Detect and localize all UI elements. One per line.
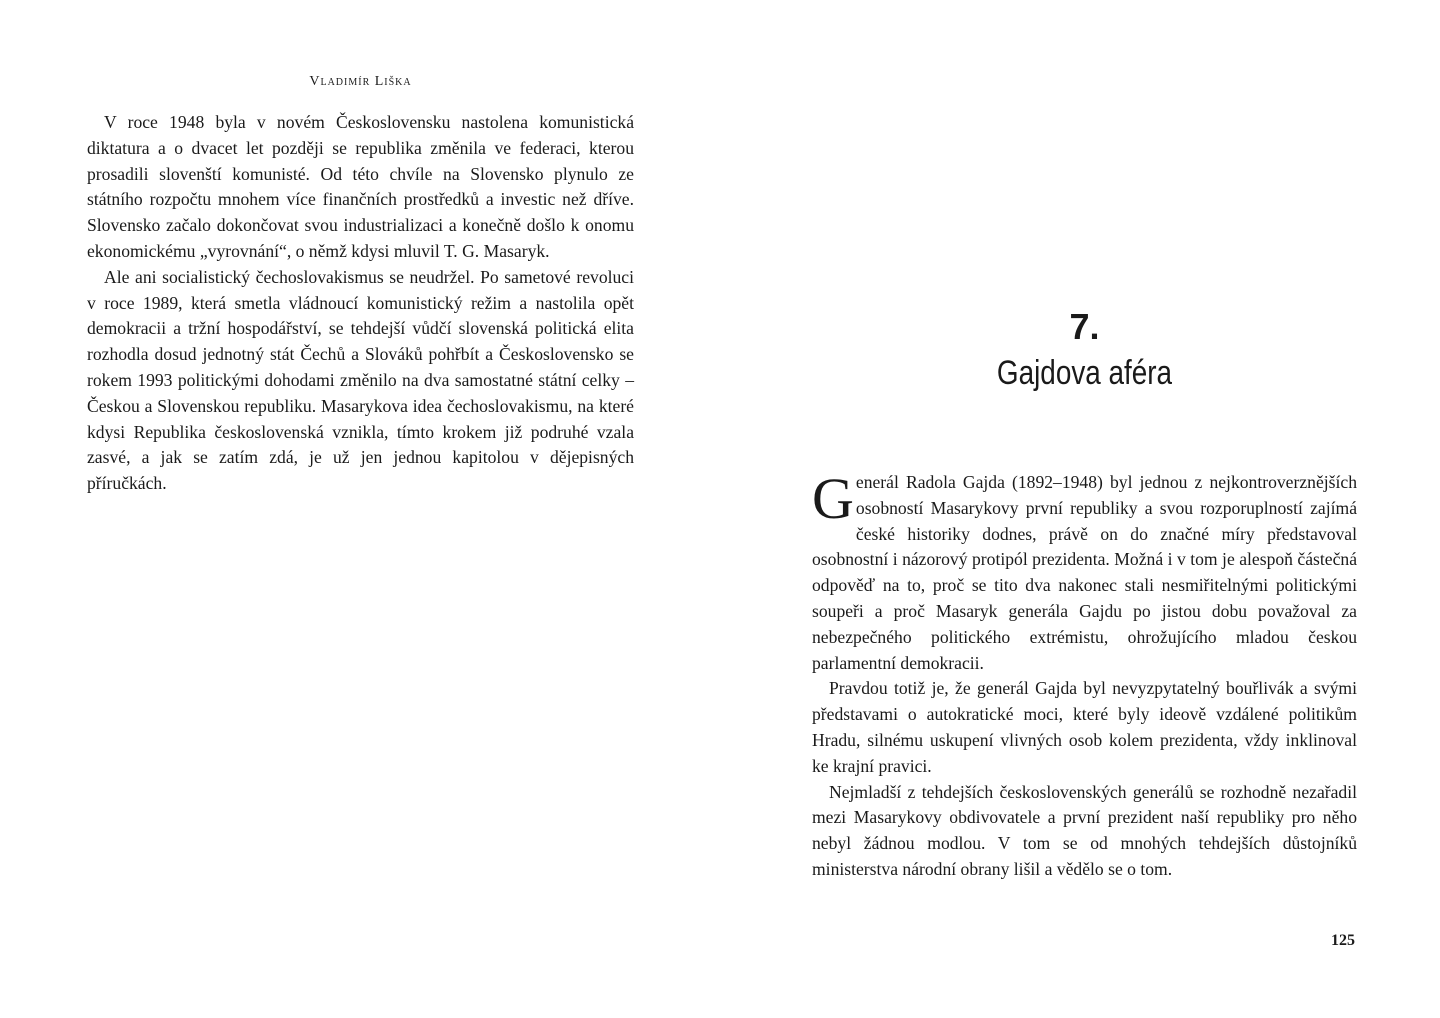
opening-paragraph (812, 466, 1357, 676)
right-page (720, 0, 1440, 1018)
opening-paragraph-text: enerál Radola Gajda (1892–1948) byl jednou z nejkontroverznějších osobností Masarykovy první republiky a svou rozporuplností zajímá české historiky dodnes, právě on do značné míry představoval osobnostní i názorový protipól prezidenta. Možná i v tom je alespoň částečná odpověď na to, proč se tito dva nakonec stali nesmiřitelnými politickými soupeři a proč Masaryk generála Gajdu po jistou dobu považoval za nebezpečného politického extrémistu, ohrožujícího mladou českou parlamentní demokracii. (812, 472, 1357, 673)
chapter-title: Gajdova aféra (996, 354, 1173, 392)
paragraph: Ale ani socialistický čechoslovakismus se neudržel. Po sametové revoluci v roce 1989, která smetla vládnoucí komunistický režim a nastolila opět demokracii a tržní hospodářství, se tehdejší vůdčí slovenská politická elita rozhodla dosud jednotný stát Čechů a Slováků pohřbít a Československo se rokem 1993 politickými dohodami změnilo na dva samostatné státní celky – Českou a Slovenskou republiku. Masarykova idea čechoslovakismu, na které kdysi Republika československá vznikla, tímto krokem již podruhé vzala zasvé, a jak se zatím zdá, je už jen jednou kapitolou v dějepisných příručkách. (87, 266, 634, 494)
left-body-text (87, 110, 634, 497)
drop-cap: G (812, 466, 854, 531)
paragraph: Nejmladší z tehdejších československých generálů se rozhodně nezařadil mezi Masarykovy obdivovatele a první prezident naší republiky pro něho nebyl žádnou modlou. V tom se od mnohých tehdejších důstojníků ministerstva národní obrany lišil a vědělo se o tom. (812, 781, 1357, 879)
running-head-author: Vladimír Liška (309, 74, 412, 89)
chapter-number: 7. (1069, 306, 1100, 347)
right-body-text (812, 466, 1357, 883)
page-number: 125 (1331, 932, 1355, 949)
paragraph: V roce 1948 byla v novém Československu nastolena komunistická diktatura a o dvacet let později se republika změnila ve federaci, kterou prosadili slovenští komunisté. Od této chvíle na Slovensko plynulo ze státního rozpočtu mnohem více finančních prostředků a investic než dříve. Slovensko začalo dokončovat svou industrializaci a konečně došlo k onomu ekonomickému „vyrovnání“, o němž kdysi mluvil T. G. Masaryk. (87, 112, 634, 261)
paragraph: Pravdou totiž je, že generál Gajda byl nevyzpytatelný bouřlivák a svými představami o autokratické moci, které byly ideově vzdálené politikům Hradu, silnému uskupení vlivných osob kolem prezidenta, vždy inklinoval ke krajní pravici. (812, 678, 1357, 776)
